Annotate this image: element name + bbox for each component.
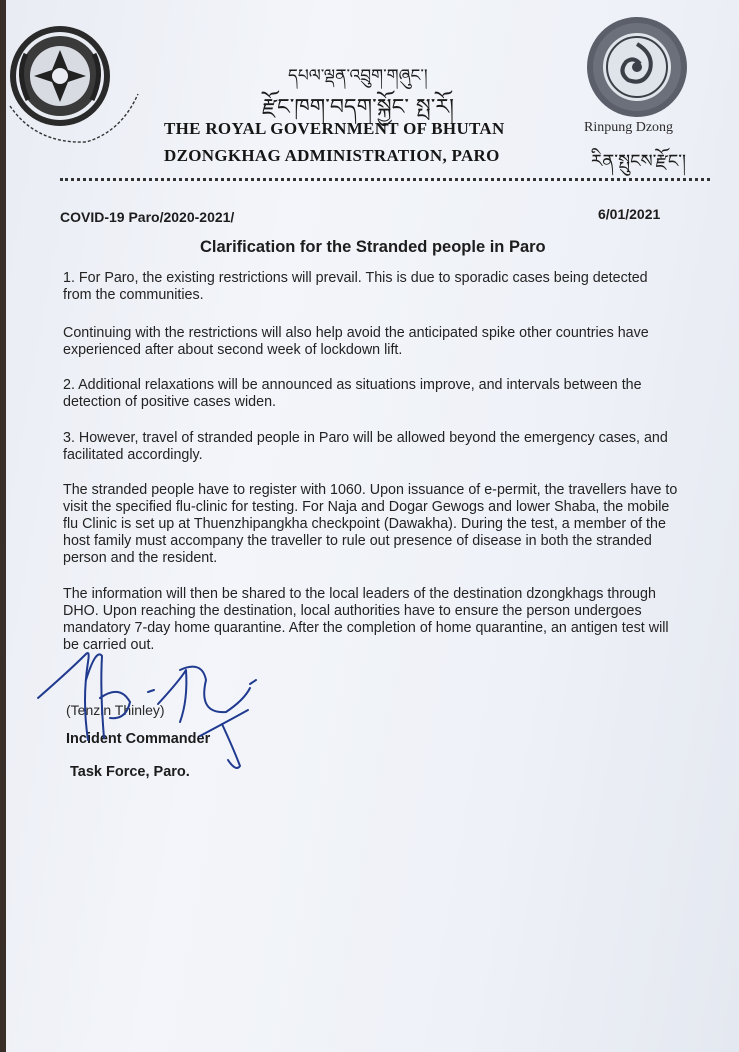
paragraph-line: be carried out. [63,637,155,653]
paragraph-5 [63,482,677,567]
paragraph-line: 1. For Paro, the existing restrictions will prevail. This is due to sporadic cases being detected [63,270,648,286]
paragraph-line: The information will then be shared to the local leaders of the destination dzongkhags through [63,586,656,602]
paragraph-line: experienced after about second week of lockdown lift. [63,342,403,358]
paragraph-line: mandatory 7-day home quarantine. After the completion of home quarantine, an antigen test will [63,620,669,636]
org-name-line-1: THE ROYAL GOVERNMENT OF BHUTAN [164,119,505,138]
paragraph-line: facilitated accordingly. [63,447,203,463]
paragraph-line: host family must accompany the traveller to rule out presence of disease in both the stranded [63,533,652,549]
royal-emblem-icon [6,14,146,154]
tibetan-header-line-2: རྫོང་ཁག་བདག་སྐྱོང་ སྤ་རོ། [262,95,454,120]
paragraph-line: flu Clinic is set up at Thuenzhipangkha checkpoint (Dawakha). During the test, a member of the [63,516,666,532]
org-name-line-2: DZONGKHAG ADMINISTRATION, PARO [164,146,500,165]
signatory-role: Incident Commander [66,731,211,747]
paragraph-3 [63,377,642,411]
handwritten-signature-icon [30,640,270,780]
paragraph-line: from the communities. [63,287,204,303]
paragraph-1 [63,270,648,304]
paragraph-line: visit the specified flu-clinic for testing. For Naja and Dogar Gewogs and lower Shaba, the mobile [63,499,670,515]
rinpung-dzong-emblem-icon [584,14,690,120]
paragraph-line: 3. However, travel of stranded people in Paro will be allowed beyond the emergency cases, and [63,430,668,446]
signatory-unit: Task Force, Paro. [70,764,190,780]
paragraph-line: detection of positive cases widen. [63,394,276,410]
paragraph-line: person and the resident. [63,550,218,566]
paragraph-line: Continuing with the restrictions will also help avoid the anticipated spike other countries have [63,325,649,341]
document-title: Clarification for the Stranded people in Paro [200,238,546,256]
paragraph-4 [63,430,668,464]
rinpung-dzong-tibetan: རིན་སྤུངས་རྫོང་། [591,151,687,172]
tibetan-header-line-1: དཔལ་ལྡན་འབྲུག་གཞུང་། [288,66,428,86]
paragraph-2 [63,325,649,359]
paragraph-line: DHO. Upon reaching the destination, local authorities have to ensure the person undergoes [63,603,642,619]
document-page [6,0,739,1052]
reference-number: COVID-19 Paro/2020-2021/ [60,209,235,225]
paragraph-line: The stranded people have to register with 1060. Upon issuance of e-permit, the travellers have to [63,482,678,498]
signatory-name: (Tenzin Thinley) [66,702,165,718]
document-date: 6/01/2021 [598,206,661,222]
paragraph-line: 2. Additional relaxations will be announced as situations improve, and intervals between the [63,377,642,393]
header-divider [60,178,710,181]
rinpung-dzong-label: Rinpung Dzong [584,120,674,135]
